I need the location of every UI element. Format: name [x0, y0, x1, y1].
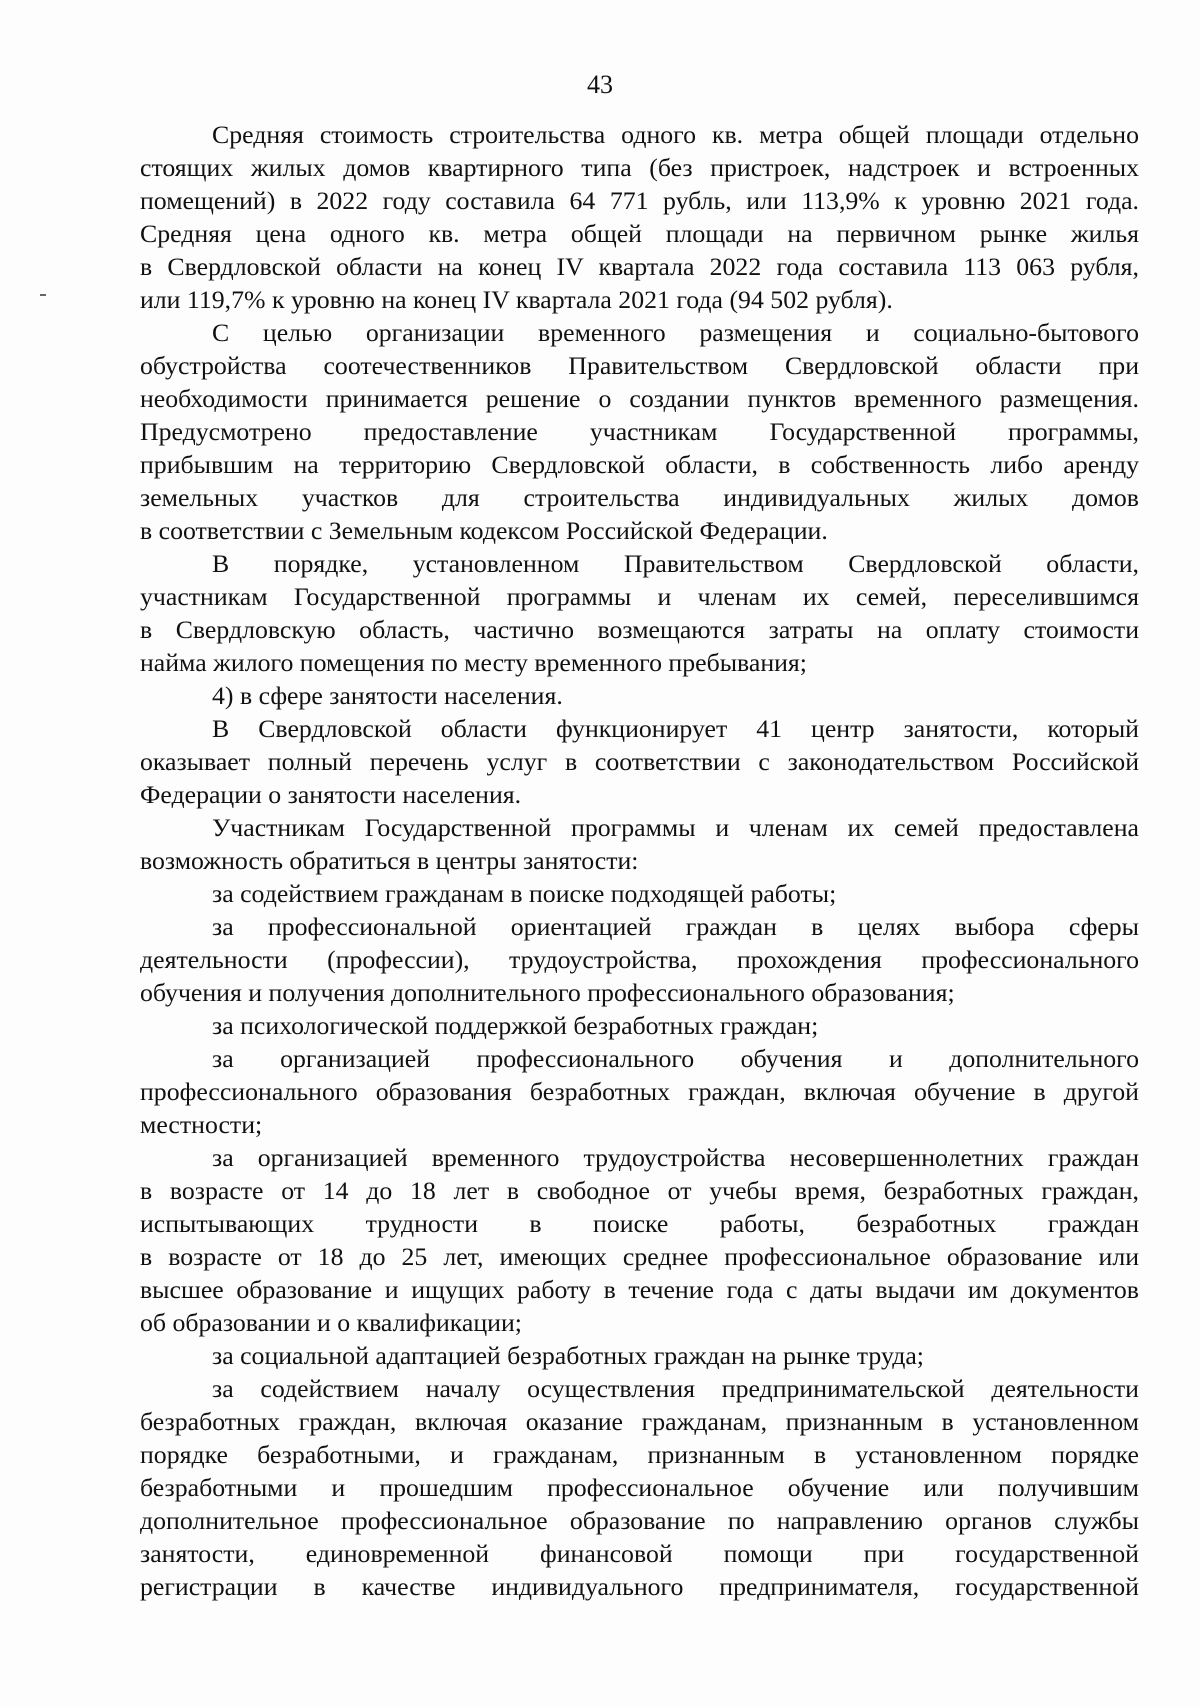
page-number: 43: [587, 70, 613, 99]
page-body: [140, 118, 1139, 1603]
text-line: Федерации о занятости населения.: [140, 780, 522, 809]
text-line: прибывшим на территорию Свердловской области, в собственность либо аренду: [140, 450, 1139, 479]
text-line: за социальной адаптацией безработных граждан на рынке труда;: [212, 1341, 924, 1370]
text-line: С целью организации временного размещения и социально-бытового: [212, 318, 1139, 347]
text-line: за организацией профессионального обучения и дополнительного: [212, 1044, 1139, 1073]
text-line: В порядке, установленном Правительством Свердловской области,: [212, 549, 1139, 578]
text-line: за содействием началу осуществления предпринимательской деятельности: [212, 1374, 1139, 1403]
text-line: порядке безработными, и гражданам, признанным в установленном порядке: [140, 1440, 1139, 1469]
text-line: 4) в сфере занятости населения.: [212, 681, 563, 710]
text-line: испытывающих трудности в поиске работы, безработных граждан: [140, 1209, 1139, 1238]
text-line: в соответствии с Земельным кодексом Российской Федерации.: [140, 516, 828, 545]
scan-mark: [40, 294, 46, 296]
text-line: обучения и получения дополнительного профессионального образования;: [140, 978, 955, 1007]
text-line: за психологической поддержкой безработных граждан;: [212, 1011, 819, 1040]
text-line: помещений) в 2022 году составила 64 771 рубль, или 113,9% к уровню 2021 года.: [140, 186, 1139, 215]
text-line: найма жилого помещения по месту временного пребывания;: [140, 648, 807, 677]
text-line: высшее образование и ищущих работу в течение года с даты выдачи им документов: [140, 1275, 1139, 1304]
text-line: безработных граждан, включая оказание гражданам, признанным в установленном: [140, 1407, 1139, 1436]
text-line: в Свердловской области на конец IV квартала 2022 года составила 113 063 рубля,: [140, 252, 1139, 281]
text-line: Предусмотрено предоставление участникам Государственной программы,: [140, 417, 1139, 446]
text-line: стоящих жилых домов квартирного типа (без пристроек, надстроек и встроенных: [140, 153, 1139, 182]
text-line: Средняя стоимость строительства одного кв. метра общей площади отдельно: [212, 120, 1139, 149]
text-line: возможность обратиться в центры занятости:: [140, 846, 639, 875]
text-line: регистрации в качестве индивидуального предпринимателя, государственной: [140, 1572, 1139, 1601]
text-line: профессионального образования безработных граждан, включая обучение в другой: [140, 1077, 1139, 1106]
text-line: в Свердловскую область, частично возмещаются затраты на оплату стоимости: [140, 615, 1139, 644]
text-line: Средняя цена одного кв. метра общей площади на первичном рынке жилья: [140, 219, 1139, 248]
text-line: участникам Государственной программы и членам их семей, переселившимся: [140, 582, 1139, 611]
text-line: оказывает полный перечень услуг в соответствии с законодательством Российской: [140, 747, 1139, 776]
text-line: земельных участков для строительства индивидуальных жилых домов: [140, 483, 1139, 512]
text-line: деятельности (профессии), трудоустройства, прохождения профессионального: [140, 945, 1139, 974]
text-line: за организацией временного трудоустройства несовершеннолетних граждан: [212, 1143, 1139, 1172]
text-line: в возрасте от 14 до 18 лет в свободное от учебы время, безработных граждан,: [140, 1176, 1139, 1205]
text-line: за содействием гражданам в поиске подходящей работы;: [212, 879, 837, 908]
text-line: в возрасте от 18 до 25 лет, имеющих среднее профессиональное образование или: [140, 1242, 1139, 1271]
text-line: дополнительное профессиональное образование по направлению органов службы: [140, 1506, 1139, 1535]
text-line: Участникам Государственной программы и членам их семей предоставлена: [212, 813, 1139, 842]
text-line: об образовании и о квалификации;: [140, 1308, 522, 1337]
text-line: или 119,7% к уровню на конец IV квартала 2021 года (94 502 рубля).: [140, 285, 893, 314]
text-line: необходимости принимается решение о создании пунктов временного размещения.: [140, 384, 1139, 413]
text-line: за профессиональной ориентацией граждан в целях выбора сферы: [212, 912, 1139, 941]
text-line: обустройства соотечественников Правительством Свердловской области при: [140, 351, 1139, 380]
text-line: В Свердловской области функционирует 41 центр занятости, который: [212, 714, 1139, 743]
text-line: безработными и прошедшим профессиональное обучение или получившим: [140, 1473, 1139, 1502]
text-line: местности;: [140, 1110, 263, 1139]
text-line: занятости, единовременной финансовой помощи при государственной: [140, 1539, 1139, 1568]
